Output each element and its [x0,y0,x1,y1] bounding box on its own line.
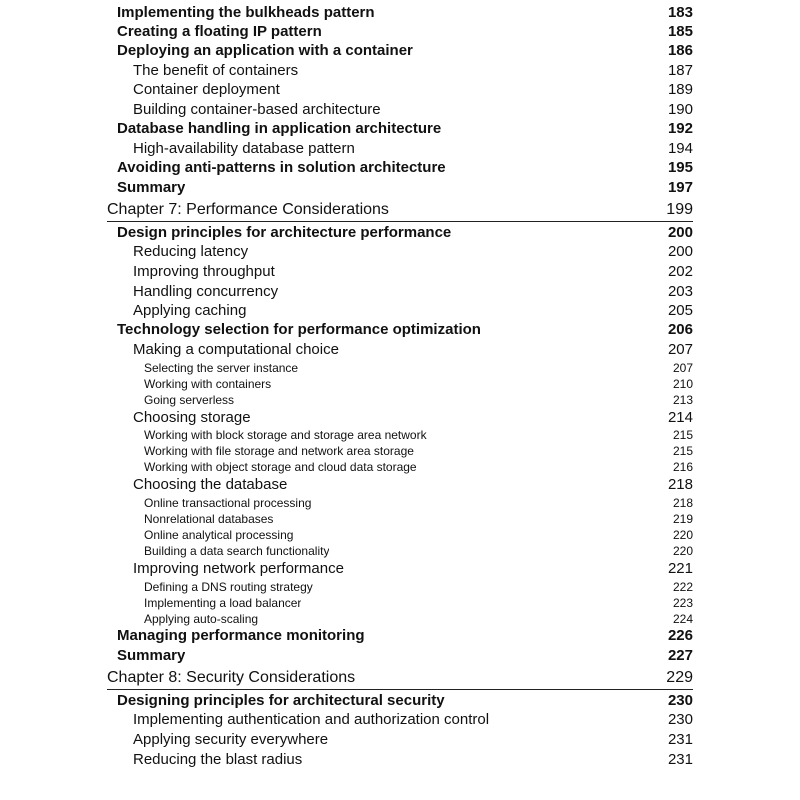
toc-entry-page-number: 220 [672,544,693,558]
toc-entry-page-number: 219 [672,512,693,526]
toc-entry-subsection [133,243,693,262]
toc-entry-title: Working with object storage and cloud data storage [144,460,417,474]
toc-entry-title: Making a computational choice [133,341,339,358]
toc-entry-subsection [133,409,693,428]
toc-entry-page-number: 192 [667,120,693,137]
toc-entry-section [117,42,693,61]
toc-entry-section [117,647,693,666]
toc-entry-section [117,627,693,646]
toc-entry-page-number: 223 [672,596,693,610]
toc-entry-page-number: 185 [667,23,693,40]
toc-entry-page-number: 206 [667,321,693,338]
toc-entry-title: Selecting the server instance [144,361,299,375]
toc-entry-title: Going serverless [144,393,235,407]
toc-entry-page-number: 214 [667,409,693,426]
toc-entry-page-number: 218 [667,476,693,493]
toc-entry-subsubsection [144,361,693,377]
toc-entry-page-number: 207 [672,361,693,375]
toc-entry-page-number: 229 [666,669,693,686]
toc-entry-subsection [133,263,693,282]
toc-entry-chapter [107,201,693,222]
toc-entry-subsubsection [144,377,693,393]
toc-entry-subsubsection [144,460,693,476]
toc-entry-title: Applying security everywhere [133,731,329,748]
toc-entry-page-number: 227 [667,647,693,664]
toc-entry-chapter [107,669,693,690]
toc-entry-page-number: 186 [667,42,693,59]
toc-entry-title: Defining a DNS routing strategy [144,580,313,594]
toc-entry-subsubsection [144,612,693,628]
toc-entry-section [117,159,693,178]
toc-entry-title: Avoiding anti-patterns in solution architecture [117,159,446,176]
toc-entry-title: Managing performance monitoring [117,627,365,644]
toc-entry-title: Handling concurrency [133,283,279,300]
toc-entry-title: Deploying an application with a container [117,42,413,59]
toc-entry-title: Technology selection for performance optimization [117,321,481,338]
toc-entry-title: Building a data search functionality [144,544,330,558]
toc-entry-title: Working with file storage and network area storage [144,444,414,458]
toc-entry-title: Implementing the bulkheads pattern [117,4,375,21]
toc-entry-subsection [133,283,693,302]
toc-entry-page-number: 222 [672,580,693,594]
toc-entry-subsection [133,341,693,360]
toc-entry-page-number: 200 [667,224,693,241]
toc-entry-subsubsection [144,580,693,596]
toc-entry-page-number: 230 [667,692,693,709]
toc-entry-subsubsection [144,428,693,444]
toc-entry-title: Reducing latency [133,243,249,260]
toc-entry-subsubsection [144,596,693,612]
toc-entry-title: Chapter 7: Performance Considerations [107,201,389,218]
toc-entry-page-number: 224 [672,612,693,626]
toc-entry-subsection [133,140,693,159]
toc-entry-title: Applying auto-scaling [144,612,259,626]
toc-entry-section [117,179,693,198]
toc-entry-subsubsection [144,544,693,560]
toc-entry-subsubsection [144,528,693,544]
toc-entry-title: Container deployment [133,81,280,98]
toc-entry-page-number: 189 [667,81,693,98]
toc-entry-page-number: 187 [667,62,693,79]
toc-entry-section [117,321,693,340]
toc-entry-title: Choosing the database [133,476,288,493]
toc-entry-subsection [133,302,693,321]
toc-entry-title: Implementing authentication and authorization control [133,711,490,728]
toc-entry-page-number: 207 [667,341,693,358]
toc-entry-title: Building container-based architecture [133,101,381,118]
toc-entry-page-number: 216 [672,460,693,474]
toc-entry-section [117,4,693,23]
toc-entry-page-number: 199 [666,201,693,218]
toc-entry-section [117,224,693,243]
toc-entry-title: Creating a floating IP pattern [117,23,322,40]
toc-entry-page-number: 197 [667,179,693,196]
toc-entry-title: Reducing the blast radius [133,751,303,768]
toc-entry-subsection [133,751,693,770]
toc-entry-title: Applying caching [133,302,247,319]
toc-entry-subsection [133,101,693,120]
toc-entry-page-number: 231 [667,731,693,748]
toc-entry-title: Nonrelational databases [144,512,274,526]
toc-entry-title: Choosing storage [133,409,251,426]
toc-entry-subsection [133,62,693,81]
toc-entry-page-number: 215 [672,444,693,458]
toc-entry-title: Design principles for architecture performance [117,224,452,241]
toc-entry-title: Chapter 8: Security Considerations [107,669,356,686]
toc-entry-page-number: 194 [667,140,693,157]
toc-entry-title: Improving network performance [133,560,344,577]
toc-entry-subsection [133,731,693,750]
toc-entry-section [117,692,693,711]
toc-entry-subsubsection [144,496,693,512]
toc-entry-subsubsection [144,512,693,528]
toc-entry-page-number: 202 [667,263,693,280]
toc-entry-section [117,120,693,139]
toc-entry-subsubsection [144,393,693,409]
toc-entry-page-number: 190 [667,101,693,118]
toc-entry-title: Database handling in application architecture [117,120,442,137]
toc-entry-page-number: 200 [667,243,693,260]
toc-entry-page-number: 231 [667,751,693,768]
toc-entry-title: Designing principles for architectural security [117,692,445,709]
toc-entry-page-number: 195 [667,159,693,176]
toc-entry-page-number: 226 [667,627,693,644]
toc-entry-subsection [133,711,693,730]
toc-entry-page-number: 210 [672,377,693,391]
toc-entry-title: The benefit of containers [133,62,299,79]
toc-entry-page-number: 213 [672,393,693,407]
toc-entry-page-number: 215 [672,428,693,442]
toc-entry-page-number: 221 [667,560,693,577]
toc-entry-title: Online transactional processing [144,496,312,510]
toc-entry-subsubsection [144,444,693,460]
toc-entry-page-number: 230 [667,711,693,728]
toc-entry-page-number: 218 [672,496,693,510]
toc-entry-title: High-availability database pattern [133,140,355,157]
toc-entry-title: Working with block storage and storage area network [144,428,427,442]
toc-entry-page-number: 205 [667,302,693,319]
toc-entry-subsection [133,560,693,579]
toc-entry-page-number: 183 [667,4,693,21]
toc-entry-title: Summary [117,647,186,664]
toc-entry-subsection [133,476,693,495]
toc-entry-title: Implementing a load balancer [144,596,302,610]
toc-entry-section [117,23,693,42]
toc-entry-title: Summary [117,179,186,196]
toc-entry-page-number: 203 [667,283,693,300]
toc-entry-page-number: 220 [672,528,693,542]
toc-entry-subsection [133,81,693,100]
toc-entry-title: Online analytical processing [144,528,294,542]
toc-entry-title: Improving throughput [133,263,275,280]
toc-entry-title: Working with containers [144,377,272,391]
